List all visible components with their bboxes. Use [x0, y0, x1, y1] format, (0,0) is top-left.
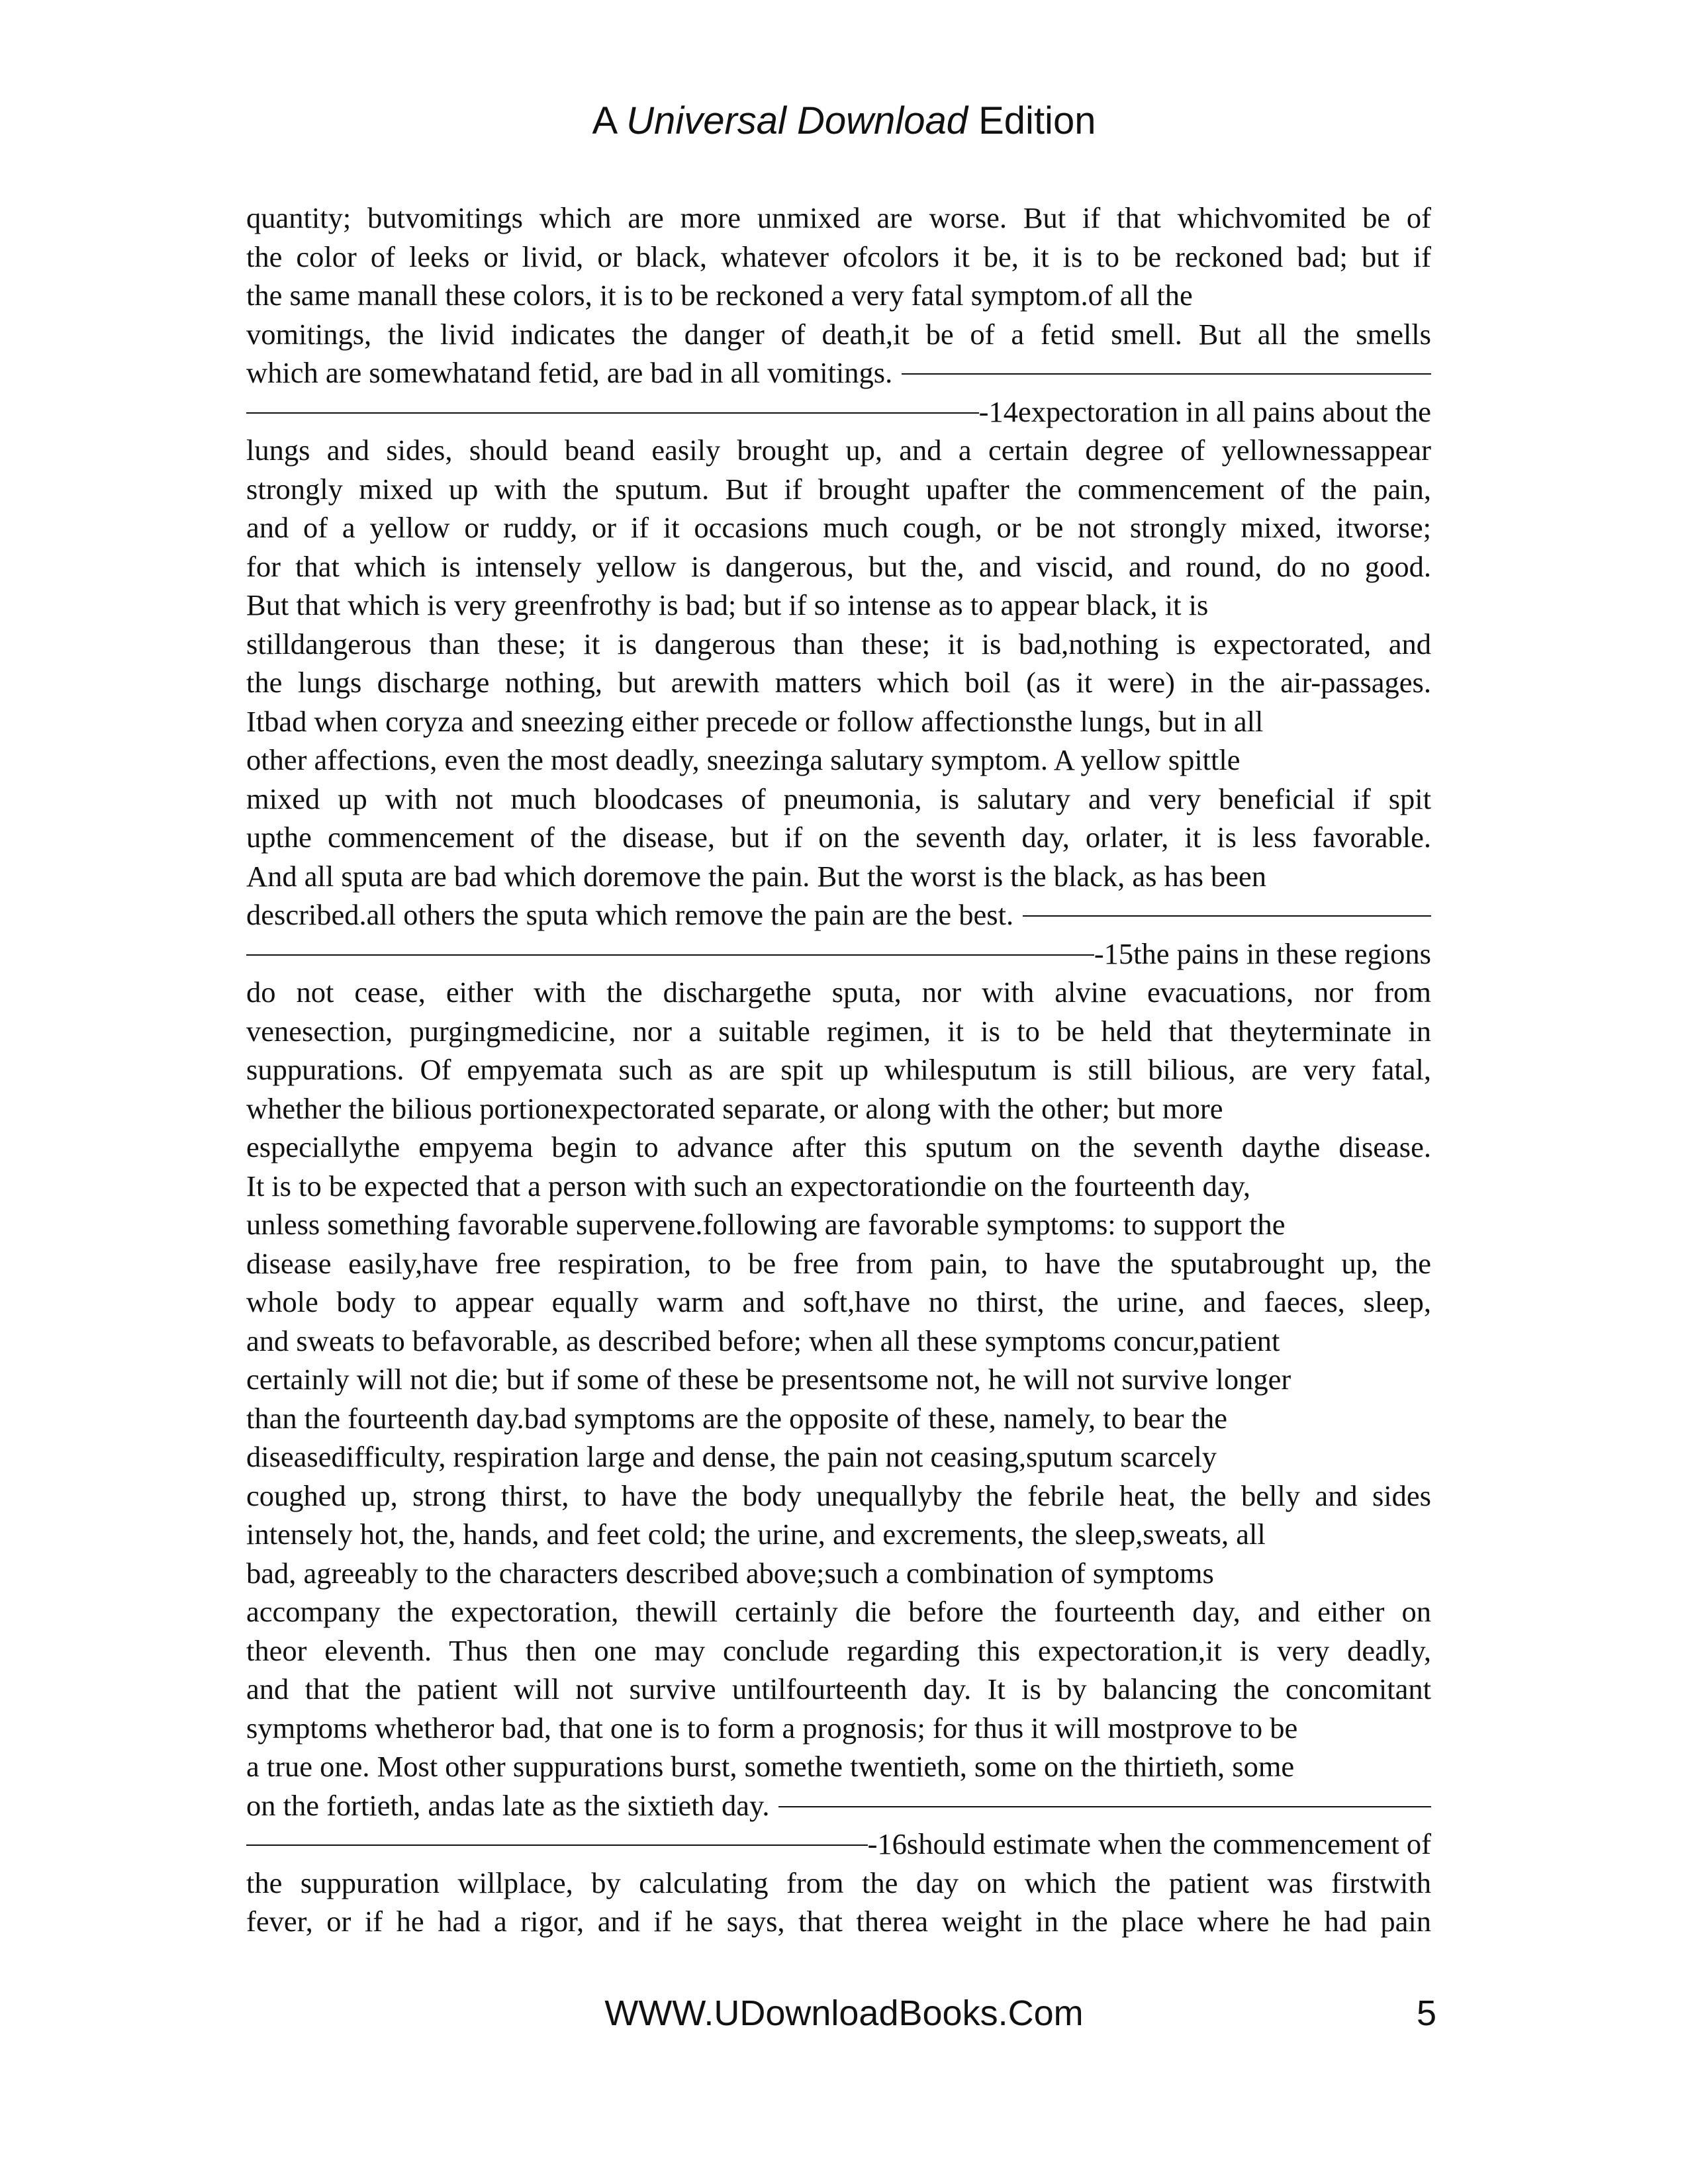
text-line: certainly will not die; but if some of these be presentsome not, he will not survive longer [246, 1363, 1291, 1396]
section-rule [778, 1806, 1431, 1807]
text-line: whether the bilious portionexpectorated separate, or along with the other; but more [246, 1091, 1223, 1125]
text-line: do not cease, either with the dischargethe sputa, nor with alvine evacuations, nor from [246, 976, 1431, 1009]
footer-website: WWW.UDownloadBooks.Com [604, 1993, 1084, 2033]
section-heading-line: -16should estimate when the commencement of [867, 1827, 1431, 1860]
text-line: intensely hot, the, hands, and feet cold; the urine, and excrements, the sleep,sweats, all [246, 1518, 1266, 1551]
text-line: disease easily,have free respiration, to be free from pain, to have the sputabrought up, the [246, 1246, 1431, 1280]
text-line: symptoms whetheror bad, that one is to form a prognosis; for thus it will mostprove to be [246, 1711, 1298, 1745]
header-suffix: Edition [978, 99, 1096, 142]
text-line: and sweats to befavorable, as described before; when all these symptoms concur,patient [246, 1324, 1280, 1357]
text-line-with-rule [246, 1786, 1431, 1825]
section-heading-line: -15the pains in these regions [1094, 936, 1431, 970]
text-line: suppurations. Of empyemata such as are spit up whilesputum is still bilious, are very fatal, [246, 1053, 1431, 1086]
text-line: bad, agreeably to the characters described above;such a combination of symptoms [246, 1556, 1214, 1590]
header-prefix: A [592, 99, 616, 142]
text-line-with-rule [246, 392, 1431, 432]
text-line: It is to be expected that a person with such an expectorationdie on the fourteenth day, [246, 1169, 1251, 1203]
text-line: fever, or if he had a rigor, and if he says, that therea weight in the place where he had pain [246, 1905, 1431, 1938]
section-heading-line: -14expectoration in all pains about the [978, 394, 1431, 428]
text-line-with-rule [246, 353, 1431, 392]
text-line: mixed up with not much bloodcases of pneumonia, is salutary and very beneficial if spit [246, 782, 1431, 815]
text-line: vomitings, the livid indicates the danger of death,it be of a fetid smell. But all the smells [246, 317, 1431, 351]
text-line-with-rule [246, 1825, 1431, 1864]
text-line: which are somewhatand fetid, are bad in all vomitings. [246, 356, 893, 389]
section-rule [246, 1844, 868, 1846]
text-line: theor eleventh. Thus then one may conclude regarding this expectoration,it is very deadly, [246, 1633, 1431, 1667]
text-line-with-rule [246, 895, 1431, 934]
section-rule [246, 954, 1094, 956]
text-line: strongly mixed up with the sputum. But if brought upafter the commencement of the pain, [246, 472, 1431, 506]
text-line: and that the patient will not survive untilfourteenth day. It is by balancing the concomitant [246, 1672, 1431, 1706]
header-emphasis: Universal Download [626, 99, 968, 142]
text-line: described.all others the sputa which remove the pain are the best. [246, 898, 1014, 931]
text-line: quantity; butvomitings which are more unmixed are worse. But if that whichvomited be of [246, 201, 1431, 234]
text-line-with-rule [246, 934, 1431, 974]
text-line: and of a yellow or ruddy, or if it occasions much cough, or be not strongly mixed, itworse; [246, 511, 1431, 544]
body-text [246, 199, 1431, 1941]
page-number: 5 [1416, 1993, 1436, 2033]
text-line: other affections, even the most deadly, sneezinga salutary symptom. A yellow spittle [246, 743, 1241, 776]
text-line: especiallythe empyema begin to advance after this sputum on the seventh daythe disease. [246, 1130, 1431, 1163]
text-line: the suppuration willplace, by calculating from the day on which the patient was firstwith [246, 1866, 1431, 1899]
text-line: And all sputa are bad which doremove the pain. But the worst is the black, as has been [246, 859, 1267, 893]
text-line: accompany the expectoration, thewill certainly die before the fourteenth day, and either on [246, 1595, 1431, 1628]
text-line: But that which is very greenfrothy is bad; but if so intense as to appear black, it is [246, 588, 1209, 621]
section-rule [902, 373, 1431, 375]
text-line: for that which is intensely yellow is dangerous, but the, and viscid, and round, do no good. [246, 549, 1431, 583]
text-line: a true one. Most other suppurations burst, somethe twentieth, some on the thirtieth, some [246, 1750, 1295, 1783]
text-line: than the fourteenth day.bad symptoms are the opposite of these, namely, to bear the [246, 1401, 1228, 1435]
text-line: upthe commencement of the disease, but if on the seventh day, orlater, it is less favorable. [246, 821, 1431, 854]
text-line: coughed up, strong thirst, to have the body unequallyby the febrile heat, the belly and sides [246, 1479, 1431, 1512]
text-line: the lungs discharge nothing, but arewith matters which boil (as it were) in the air-passages. [246, 666, 1431, 699]
text-line: venesection, purgingmedicine, nor a suitable regimen, it is to be held that theyterminate in [246, 1014, 1431, 1048]
section-rule [246, 412, 979, 414]
page-header [0, 98, 1688, 144]
text-line: unless something favorable supervene.following are favorable symptoms: to support the [246, 1208, 1286, 1241]
text-line: on the fortieth, andas late as the sixtieth day. [246, 1788, 770, 1822]
text-line: diseasedifficulty, respiration large and dense, the pain not ceasing,sputum scarcely [246, 1440, 1217, 1473]
section-rule [1023, 915, 1431, 917]
text-line: stilldangerous than these; it is dangerous than these; it is bad,nothing is expectorated, and [246, 627, 1431, 660]
text-line: whole body to appear equally warm and soft,have no thirst, the urine, and faeces, sleep, [246, 1285, 1431, 1318]
text-line: Itbad when coryza and sneezing either precede or follow affectionsthe lungs, but in all [246, 704, 1264, 738]
text-line: the color of leeks or livid, or black, whatever ofcolors it be, it is to be reckoned bad; but if [246, 240, 1431, 273]
text-line: lungs and sides, should beand easily brought up, and a certain degree of yellownessappear [246, 433, 1431, 467]
text-line: the same manall these colors, it is to be reckoned a very fatal symptom.of all the [246, 279, 1193, 312]
